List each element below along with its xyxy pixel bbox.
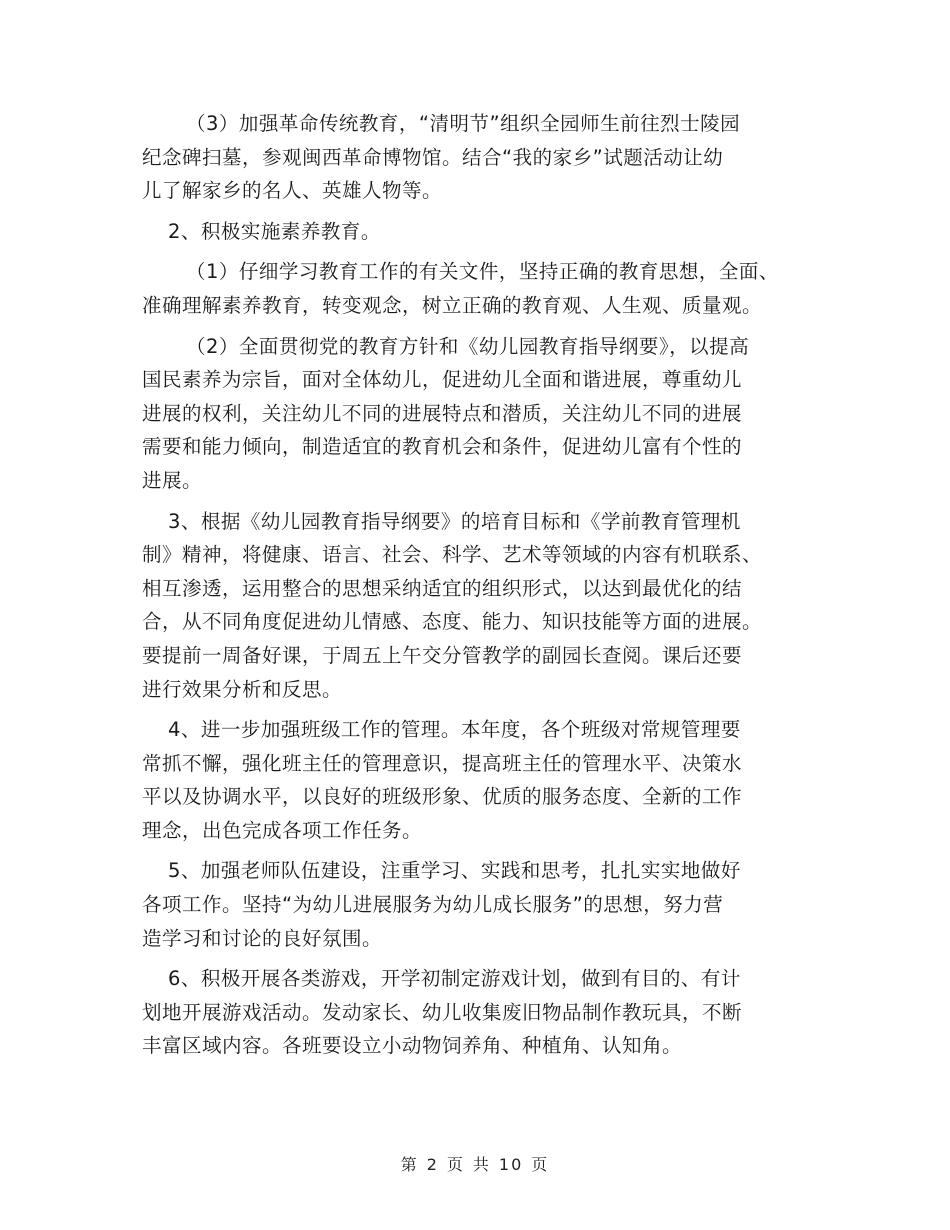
text-line: 造学习和讨论的良好氛围。 bbox=[142, 926, 383, 950]
text-line: 3、根据《幼儿园教育指导纲要》的培育目标和《学前教育管理机 bbox=[168, 509, 741, 533]
document-body bbox=[142, 107, 812, 1063]
paragraph-p8 bbox=[142, 962, 812, 1063]
text-line: 平以及协调水平，以良好的班级形象、优质的服务态度、全新的工作 bbox=[142, 785, 743, 809]
footer-ye: 页 bbox=[446, 1155, 465, 1174]
paragraph-p5 bbox=[142, 505, 812, 707]
paragraph-p4 bbox=[142, 330, 812, 498]
paragraph-p7 bbox=[142, 854, 812, 955]
text-line: 4、进一步加强班级工作的管理。本年度，各个班级对常规管理要 bbox=[168, 718, 741, 742]
paragraph-spacer bbox=[142, 847, 812, 854]
text-line: 各项工作。坚持“为幼儿进展服务为幼儿成长服务”的思想，努力营 bbox=[142, 893, 724, 917]
footer-di: 第 bbox=[400, 1155, 419, 1174]
paragraph-p2 bbox=[142, 215, 812, 249]
text-line: 进展的权利，关注幼儿不同的进展特点和潜质，关注幼儿不同的进展 bbox=[142, 401, 743, 425]
text-line: 6、积极开展各类游戏，开学初制定游戏计划，做到有目的、有计 bbox=[168, 967, 741, 991]
text-line: 相互渗透，运用整合的思想采纳适宜的组织形式，以达到最优化的结 bbox=[142, 576, 743, 600]
paragraph-spacer bbox=[142, 323, 812, 330]
text-line: 5、加强老师队伍建设，注重学习、实践和思考，扎扎实实地做好 bbox=[168, 859, 741, 883]
text-line: 进行效果分析和反思。 bbox=[142, 677, 343, 701]
text-line: 进展。 bbox=[142, 468, 203, 492]
text-line: （3）加强革命传统教育，“清明节”组织全园师生前往烈士陵园 bbox=[186, 112, 741, 135]
footer-current-page: 2 bbox=[426, 1155, 439, 1174]
text-line: 国民素养为宗旨，面对全体幼儿，促进幼儿全面和谐进展，尊重幼儿 bbox=[142, 368, 743, 392]
text-line: 要提前一周备好课，于周五上午交分管教学的副园长查阅。课后还要 bbox=[142, 643, 743, 667]
text-line: 合，从不同角度促进幼儿情感、态度、能力、知识技能等方面的进展。 bbox=[142, 610, 763, 634]
paragraph-spacer bbox=[142, 208, 812, 215]
footer-total-pages: 10 bbox=[498, 1155, 524, 1174]
footer-ye-end: 页 bbox=[531, 1155, 550, 1174]
text-line: 制》精神，将健康、语言、社会、科学、艺术等领域的内容有机联系、 bbox=[142, 543, 763, 567]
text-line: 准确理解素养教育，转变观念，树立正确的教育观、人生观、质量观。 bbox=[142, 293, 763, 317]
paragraph-spacer bbox=[142, 498, 812, 505]
text-line: 2、积极实施素养教育。 bbox=[168, 219, 381, 243]
text-line: 需要和能力倾向，制造适宜的教育机会和条件，促进幼儿富有个性的 bbox=[142, 435, 743, 459]
footer-gong: 共 bbox=[472, 1155, 491, 1174]
paragraph-p6 bbox=[142, 713, 812, 847]
paragraph-p1 bbox=[142, 107, 812, 208]
text-line: 丰富区域内容。各班要设立小动物饲养角、种植角、认知角。 bbox=[142, 1034, 683, 1058]
paragraph-spacer bbox=[142, 955, 812, 962]
paragraph-spacer bbox=[142, 706, 812, 713]
page-footer bbox=[0, 1152, 950, 1175]
text-line: （1）仔细学习教育工作的有关文件，坚持正确的教育思想，全面、 bbox=[186, 260, 779, 284]
text-line: （2）全面贯彻党的教育方针和《幼儿园教育指导纲要》，以提高 bbox=[186, 334, 750, 358]
text-line: 纪念碑扫墓，参观闽西革命博物馆。结合“我的家乡”试题活动让幼 bbox=[142, 145, 724, 169]
text-line: 划地开展游戏活动。发动家长、幼儿收集废旧物品制作教玩具，不断 bbox=[142, 1000, 743, 1024]
paragraph-p3 bbox=[142, 255, 812, 322]
text-line: 常抓不懈，强化班主任的管理意识，提高班主任的管理水平、决策水 bbox=[142, 751, 743, 775]
paragraph-spacer bbox=[142, 248, 812, 255]
text-line: 理念，出色完成各项工作任务。 bbox=[142, 818, 423, 842]
text-line: 儿了解家乡的名人、英雄人物等。 bbox=[142, 179, 443, 203]
